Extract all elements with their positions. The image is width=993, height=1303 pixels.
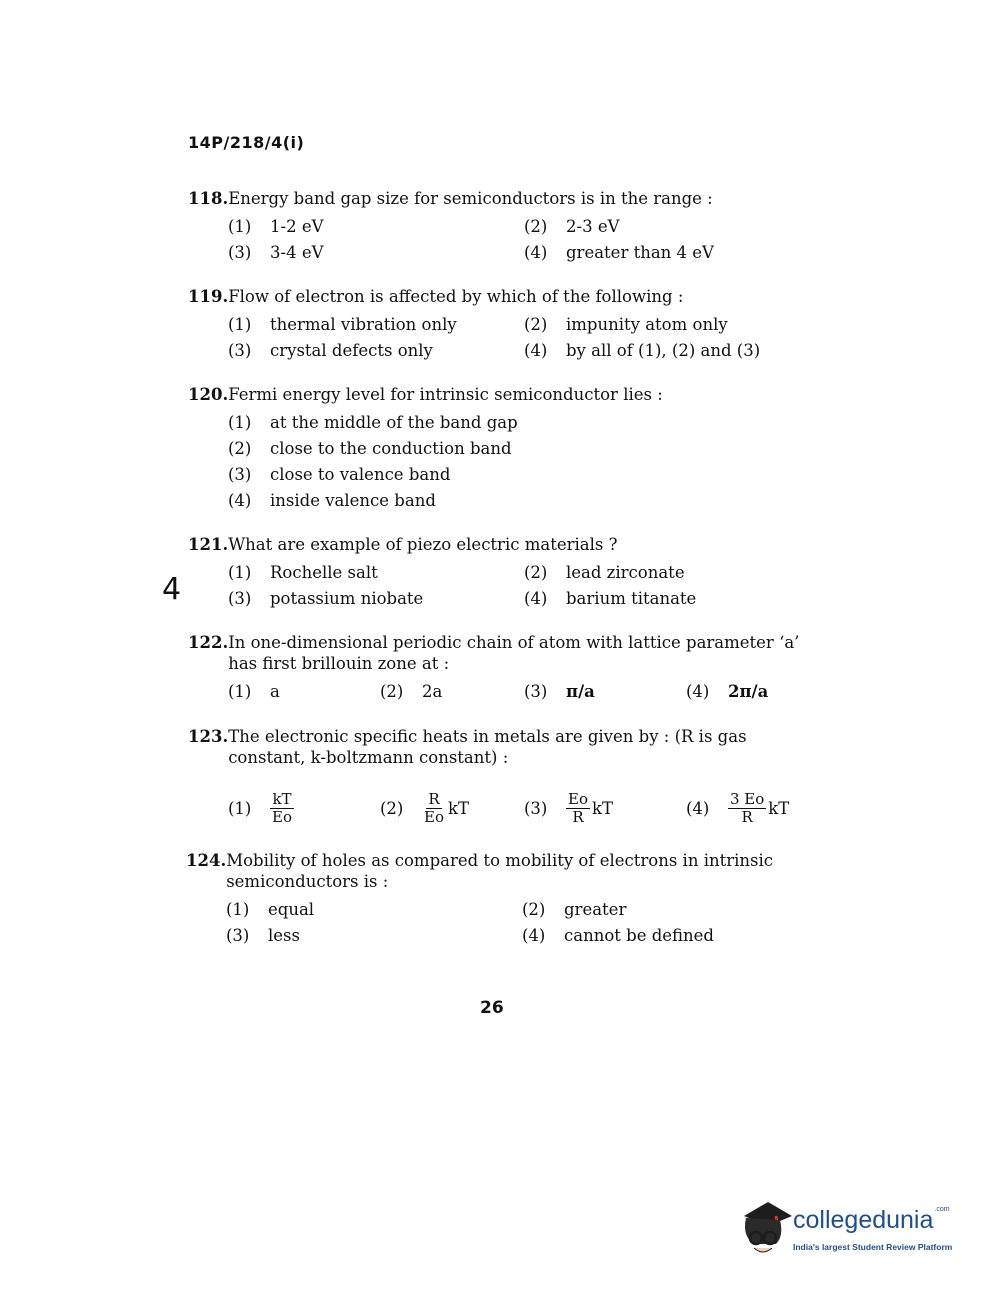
option-text: lead zirconate bbox=[566, 562, 685, 582]
option-number: (1) bbox=[228, 562, 252, 582]
question-text: Energy band gap size for semiconductors is in the range : bbox=[228, 189, 713, 208]
option-text: 3-4 eV bbox=[270, 242, 324, 262]
paper-code: 14P/218/4(i) bbox=[188, 133, 305, 152]
collegedunia-logo bbox=[736, 1196, 966, 1264]
numerator: R bbox=[428, 789, 440, 808]
option-text: cannot be defined bbox=[564, 925, 714, 945]
question-text: The electronic specific heats in metals are given by : (R is gas constant, k-boltzmann constant) : bbox=[228, 727, 747, 767]
option-3 bbox=[524, 682, 686, 701]
option-number: (1) bbox=[226, 899, 250, 919]
kt-term: kT bbox=[447, 798, 469, 818]
option-text: Rochelle salt bbox=[270, 562, 378, 582]
question-number: 121. bbox=[188, 535, 229, 554]
option-number: (3) bbox=[524, 798, 548, 818]
question-number: 122. bbox=[188, 633, 229, 652]
option-text: equal bbox=[268, 899, 315, 919]
option-number: (2) bbox=[524, 562, 548, 582]
option-text: crystal defects only bbox=[270, 340, 433, 360]
logo-wordmark: collegedunia$^{.com}$ bbox=[793, 1206, 950, 1234]
question-121 bbox=[188, 534, 818, 611]
option-4 bbox=[228, 491, 436, 510]
denominator: R bbox=[572, 807, 584, 826]
numerator: Eo bbox=[568, 789, 588, 808]
option-number: (3) bbox=[228, 242, 252, 262]
page-number: 26 bbox=[480, 998, 504, 1018]
option-text: 2a bbox=[422, 681, 443, 701]
option-text: at the middle of the band gap bbox=[270, 412, 518, 432]
question-120 bbox=[188, 384, 818, 513]
question-124 bbox=[186, 850, 816, 948]
question-number: 120. bbox=[188, 385, 229, 404]
question-122 bbox=[188, 632, 818, 704]
option-text: impunity atom only bbox=[566, 314, 728, 334]
question-number: 118. bbox=[188, 189, 229, 208]
option-number: (4) bbox=[686, 681, 710, 701]
option-2 bbox=[380, 682, 524, 701]
option-text: 2π/a bbox=[728, 681, 769, 701]
question-text: Mobility of holes as compared to mobility of electrons in intrinsic semiconductors is : bbox=[226, 851, 773, 891]
option-4 bbox=[686, 791, 789, 826]
option-2 bbox=[228, 439, 512, 458]
denominator: R bbox=[741, 807, 753, 826]
option-text: a bbox=[270, 681, 280, 701]
option-4 bbox=[686, 682, 768, 701]
option-4 bbox=[524, 341, 760, 360]
fraction bbox=[566, 791, 590, 826]
option-text: less bbox=[268, 925, 300, 945]
option-number: (3) bbox=[228, 340, 252, 360]
question-text: Fermi energy level for intrinsic semiconductor lies : bbox=[228, 385, 663, 404]
option-number: (4) bbox=[524, 588, 548, 608]
numerator: kT bbox=[272, 789, 292, 808]
option-number: (1) bbox=[228, 412, 252, 432]
option-number: (4) bbox=[228, 490, 252, 510]
option-text: close to the conduction band bbox=[270, 438, 512, 458]
option-text: inside valence band bbox=[270, 490, 436, 510]
kt-term: kT bbox=[591, 798, 613, 818]
option-2 bbox=[380, 791, 524, 826]
logo-tagline: India's largest Student Review Platform bbox=[793, 1242, 953, 1252]
question-text: Flow of electron is affected by which of the following : bbox=[228, 287, 684, 306]
question-number: 124. bbox=[186, 851, 227, 870]
option-3 bbox=[228, 465, 450, 484]
option-number: (1) bbox=[228, 798, 252, 818]
option-text: potassium niobate bbox=[270, 588, 424, 608]
fraction bbox=[270, 791, 294, 826]
option-3 bbox=[226, 926, 522, 945]
option-number: (2) bbox=[524, 216, 548, 236]
option-text: close to valence band bbox=[270, 464, 451, 484]
fraction bbox=[728, 791, 766, 826]
question-119 bbox=[188, 286, 818, 363]
option-number: (1) bbox=[228, 314, 252, 334]
option-1 bbox=[228, 315, 524, 334]
option-number: (1) bbox=[228, 216, 252, 236]
handwritten-mark: 4 bbox=[162, 572, 182, 607]
option-number: (4) bbox=[686, 798, 710, 818]
option-text: 2-3 eV bbox=[566, 216, 620, 236]
option-1 bbox=[228, 563, 524, 582]
question-123 bbox=[188, 726, 818, 830]
question-number: 119. bbox=[188, 287, 229, 306]
option-number: (3) bbox=[228, 464, 252, 484]
option-number: (2) bbox=[524, 314, 548, 334]
option-1 bbox=[226, 900, 522, 919]
mascot-icon bbox=[736, 1196, 794, 1258]
option-number: (3) bbox=[524, 681, 548, 701]
option-4 bbox=[524, 243, 714, 262]
question-text: What are example of piezo electric materials ? bbox=[228, 535, 618, 554]
option-number: (2) bbox=[228, 438, 252, 458]
option-3 bbox=[228, 341, 524, 360]
option-2 bbox=[524, 217, 620, 236]
option-2 bbox=[522, 900, 626, 919]
kt-term: kT bbox=[768, 798, 790, 818]
question-text: In one-dimensional periodic chain of atom with lattice parameter ‘a’ has first brillouin zone at : bbox=[228, 633, 800, 673]
option-number: (3) bbox=[228, 588, 252, 608]
option-text: by all of (1), (2) and (3) bbox=[566, 340, 761, 360]
option-text: thermal vibration only bbox=[270, 314, 457, 334]
option-3 bbox=[228, 243, 524, 262]
option-2 bbox=[524, 563, 685, 582]
logo-tld: .com bbox=[934, 1206, 950, 1213]
option-text: greater than 4 eV bbox=[566, 242, 714, 262]
option-1 bbox=[228, 791, 380, 826]
option-text: 1-2 eV bbox=[270, 216, 324, 236]
option-number: (2) bbox=[380, 798, 404, 818]
option-1 bbox=[228, 682, 380, 701]
option-3 bbox=[524, 791, 686, 826]
option-number: (2) bbox=[522, 899, 546, 919]
option-4 bbox=[524, 589, 696, 608]
option-number: (4) bbox=[522, 925, 546, 945]
option-4 bbox=[522, 926, 714, 945]
option-number: (2) bbox=[380, 681, 404, 701]
option-1 bbox=[228, 413, 518, 432]
option-2 bbox=[524, 315, 728, 334]
option-text: barium titanate bbox=[566, 588, 697, 608]
option-3 bbox=[228, 589, 524, 608]
numerator: 3 Eo bbox=[730, 789, 765, 808]
option-1 bbox=[228, 217, 524, 236]
question-118 bbox=[188, 188, 818, 265]
denominator: Eo bbox=[424, 807, 444, 826]
fraction bbox=[422, 791, 446, 826]
question-number: 123. bbox=[188, 727, 229, 746]
option-text: greater bbox=[564, 899, 627, 919]
denominator: Eo bbox=[272, 807, 292, 826]
option-number: (4) bbox=[524, 340, 548, 360]
option-number: (3) bbox=[226, 925, 250, 945]
option-number: (1) bbox=[228, 681, 252, 701]
option-number: (4) bbox=[524, 242, 548, 262]
option-text: π/a bbox=[566, 681, 595, 701]
